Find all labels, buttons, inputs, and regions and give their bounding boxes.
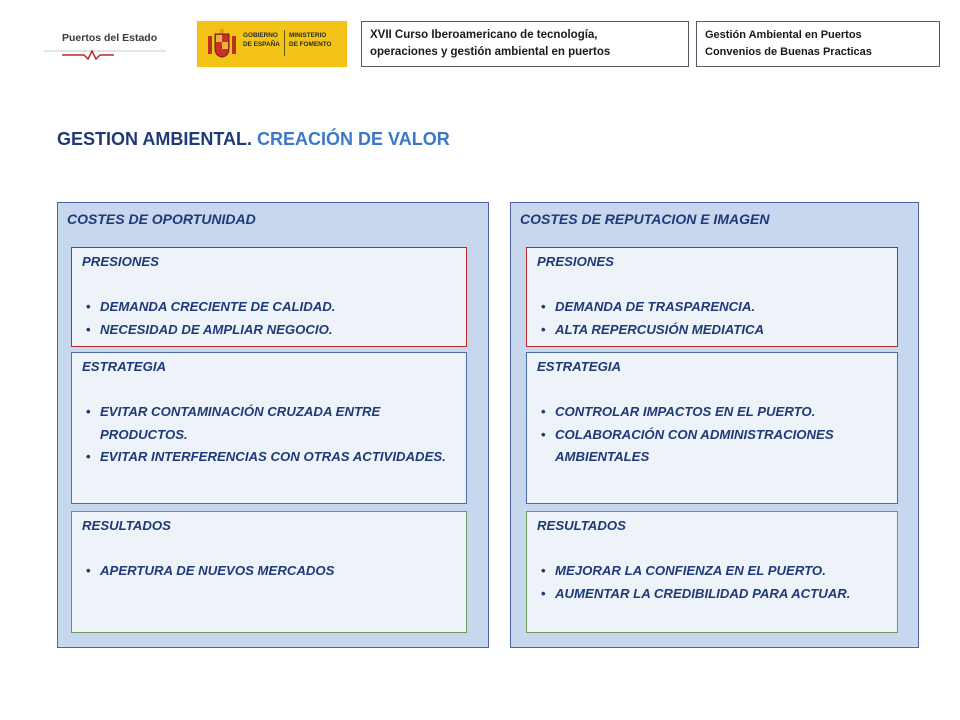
list-item: • APERTURA DE NUEVOS MERCADOS [82, 560, 456, 583]
list-item: • DEMANDA CRECIENTE DE CALIDAD. [82, 296, 456, 319]
topic-line-2: Convenios de Buenas Practicas [705, 46, 872, 58]
course-title-box [361, 21, 689, 67]
estrategia-heading: ESTRATEGIA [82, 359, 167, 374]
page-title-accent: CREACIÓN DE VALOR [257, 129, 450, 149]
page-title [57, 129, 450, 150]
list-item: • ALTA REPERCUSIÓN MEDIATICA [537, 319, 887, 342]
course-title-line-2: operaciones y gestión ambiental en puertos [370, 46, 611, 58]
panel-title: COSTES DE REPUTACION E IMAGEN [520, 211, 770, 227]
coat-of-arms-icon [206, 28, 238, 60]
topic-line-1: Gestión Ambiental en Puertos [705, 29, 862, 41]
list-item: • COLABORACIÓN CON ADMINISTRACIONES AMBIENTALES [537, 424, 887, 469]
logo-gobierno-text: GOBIERNO DE ESPAÑA [243, 32, 280, 48]
presiones-heading: PRESIONES [537, 254, 614, 269]
estrategia-heading: ESTRATEGIA [537, 359, 622, 374]
wave-icon [44, 45, 166, 61]
topic-box [696, 21, 940, 67]
presiones-box [526, 247, 898, 347]
list-item: • DEMANDA DE TRASPARENCIA. [537, 296, 887, 319]
list-item: • MEJORAR LA CONFIENZA EN EL PUERTO. [537, 560, 887, 583]
logo-divider [284, 30, 285, 56]
page-title-main: GESTION AMBIENTAL. [57, 129, 252, 149]
panel-title: COSTES DE OPORTUNIDAD [67, 211, 256, 227]
resultados-box [526, 511, 898, 633]
course-title-line-1: XVII Curso Iberoamericano de tecnología, [370, 29, 598, 41]
gobierno-ministerio-logo [197, 21, 347, 67]
logo-ministerio-text: MINISTERIO DE FOMENTO [289, 32, 332, 48]
list-item: • EVITAR CONTAMINACIÓN CRUZADA ENTRE PRODUCTOS. [82, 401, 456, 446]
resultados-box [71, 511, 467, 633]
resultados-heading: RESULTADOS [537, 518, 626, 533]
list-item: • CONTROLAR IMPACTOS EN EL PUERTO. [537, 401, 887, 424]
puertos-del-estado-logo [44, 28, 166, 64]
resultados-heading: RESULTADOS [82, 518, 171, 533]
list-item: • NECESIDAD DE AMPLIAR NEGOCIO. [82, 319, 456, 342]
estrategia-box [71, 352, 467, 504]
panel-costes-reputacion [510, 202, 919, 648]
presiones-box [71, 247, 467, 347]
list-item: • AUMENTAR LA CREDIBILIDAD PARA ACTUAR. [537, 583, 887, 606]
logo-puertos-text: Puertos del Estado [62, 32, 158, 44]
estrategia-box [526, 352, 898, 504]
panel-costes-oportunidad [57, 202, 489, 648]
presiones-heading: PRESIONES [82, 254, 159, 269]
list-item: • EVITAR INTERFERENCIAS CON OTRAS ACTIVIDADES. [82, 446, 456, 469]
